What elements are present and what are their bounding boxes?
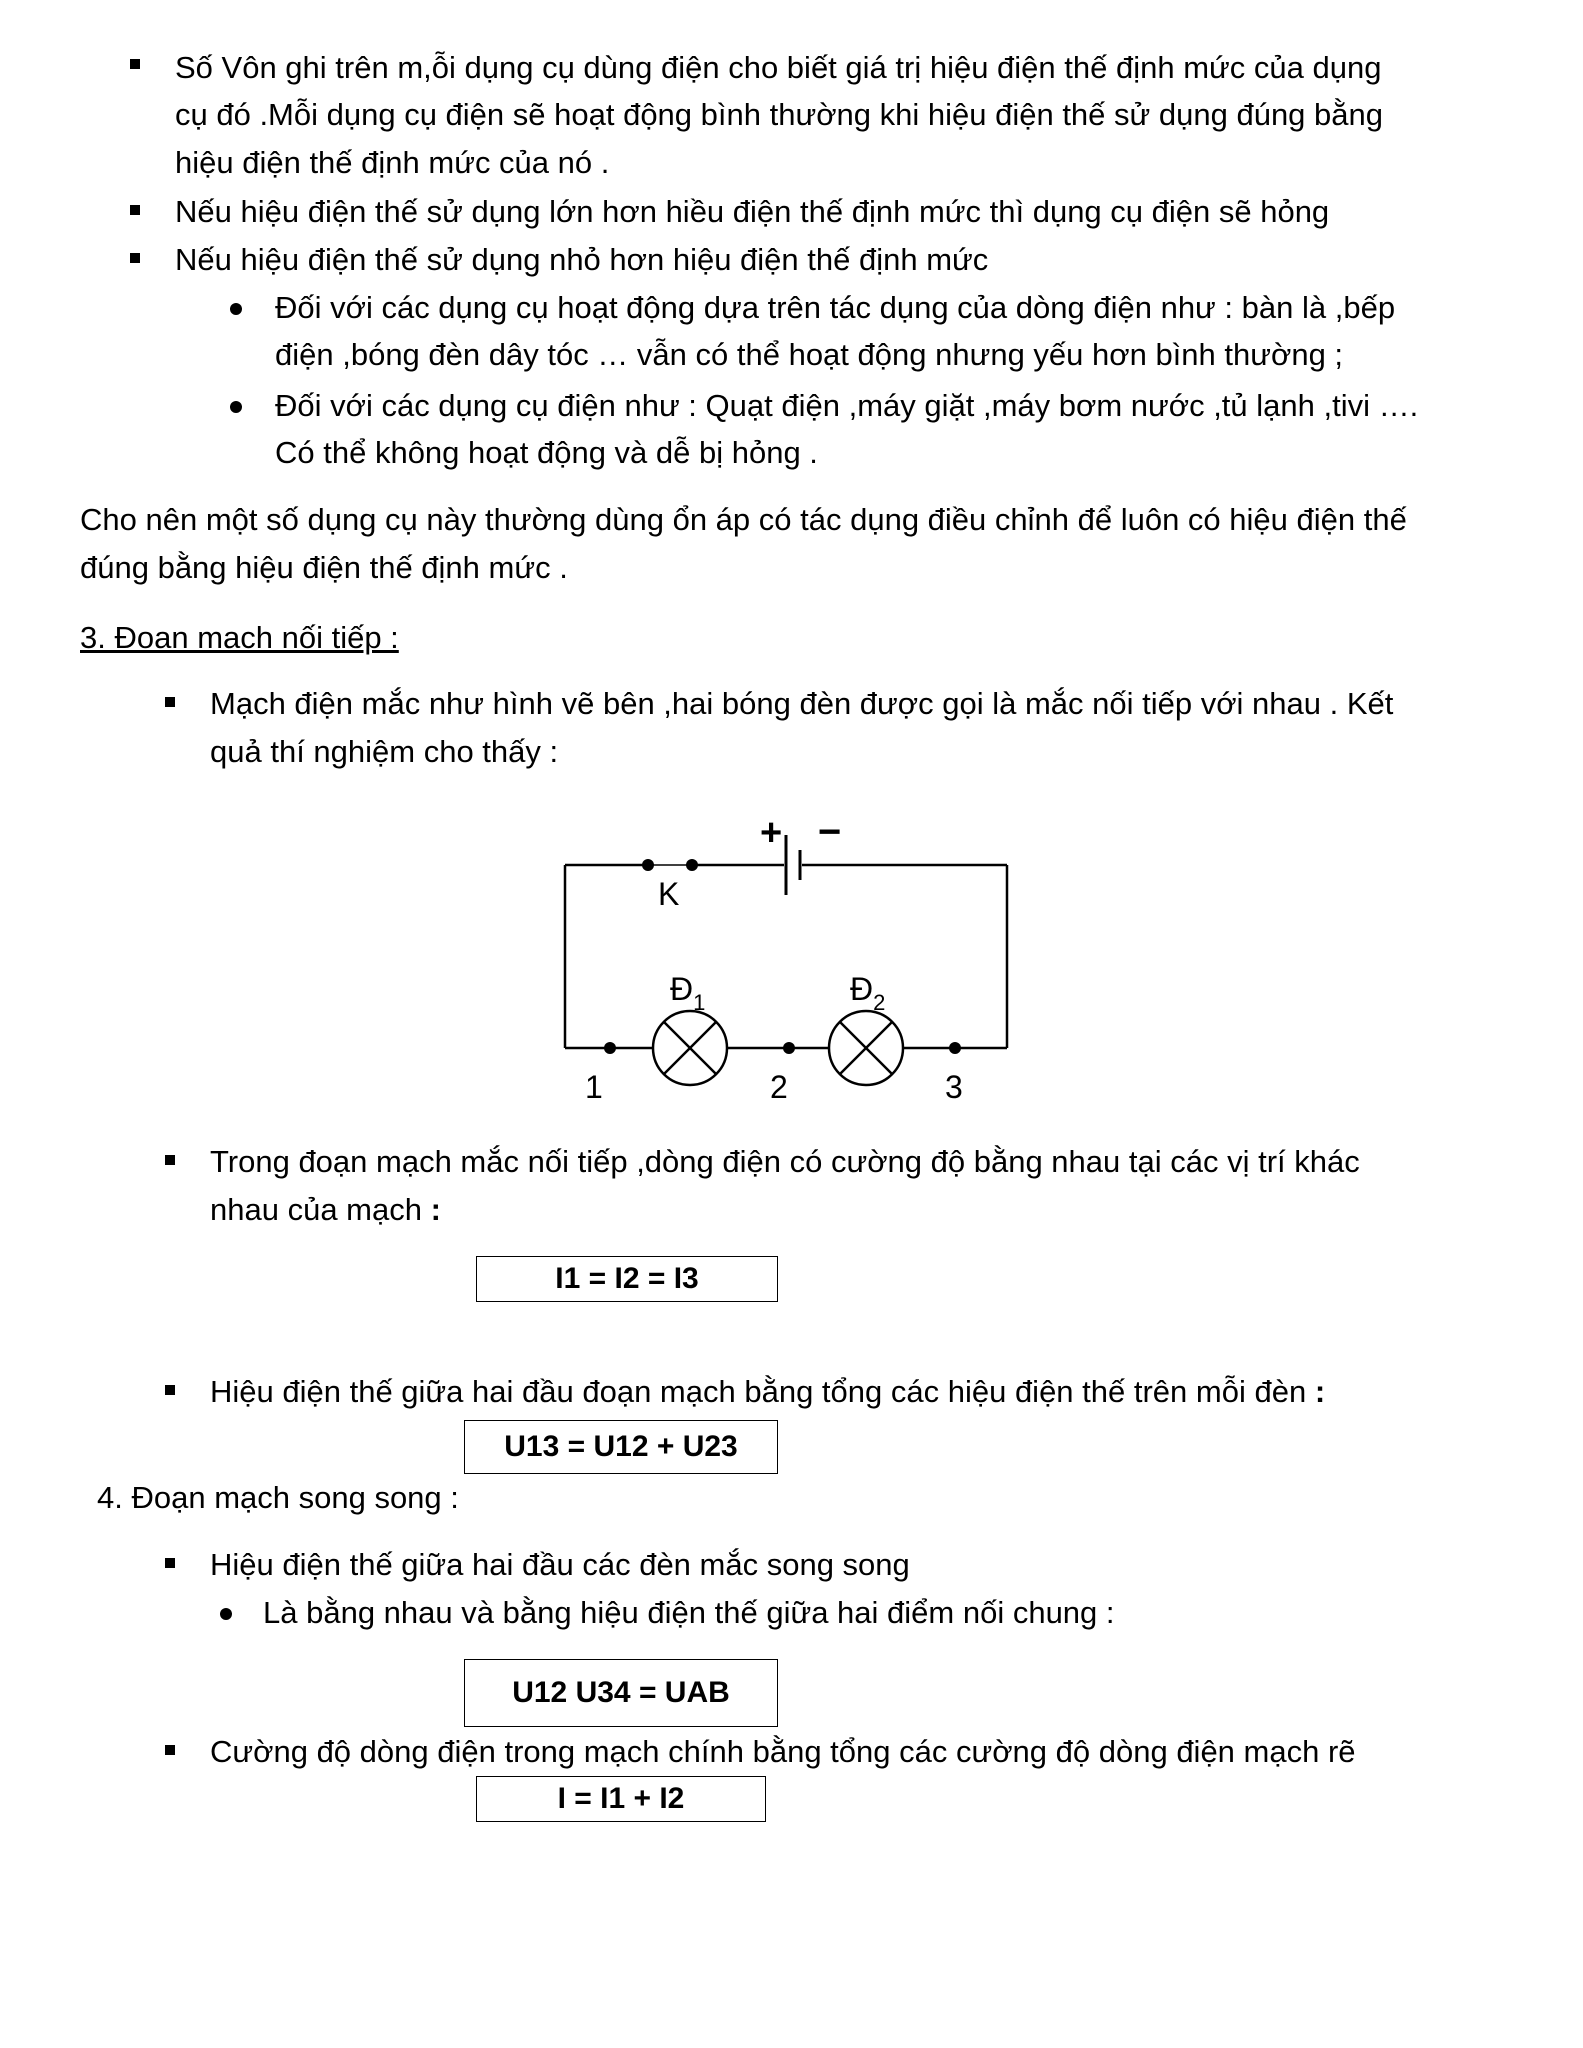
parallel-voltage-line: Hiệu điện thế giữa hai đầu các đèn mắc song song: [210, 1547, 910, 1582]
series-intro-line-2: quả thí nghiệm cho thấy :: [210, 734, 559, 769]
sub-bullet-heating-line-2: điện ,bóng đèn dây tóc … vẫn có thể hoạt động nhưng yếu hơn bình thường ;: [275, 337, 1344, 372]
switch-contact-left: [642, 859, 654, 871]
bullet-rated-line-3: hiệu điện thế định mức của nó .: [175, 145, 610, 180]
square-bullet-icon: [130, 253, 140, 263]
series-current-line-2: [210, 1190, 441, 1230]
parallel-voltage-formula: U12 U34 = UAB: [464, 1659, 778, 1727]
series-voltage-line: [210, 1372, 1325, 1412]
battery-minus-label: −: [818, 810, 842, 854]
series-heading: 3. Đoan mach nối tiếp :: [80, 620, 399, 655]
point-2-dot: [783, 1042, 795, 1054]
bullet-overvoltage: Nếu hiệu điện thế sử dụng lớn hơn hiều điện thế định mức thì dụng cụ điện sẽ hỏng: [175, 194, 1330, 229]
bullet-rated-line-2: cụ đó .Mỗi dụng cụ điện sẽ hoạt động bình thường khi hiệu điện thế sử dụng đúng bằng: [175, 97, 1384, 132]
sub-bullet-motor-line-2: Có thể không hoạt động và dễ bị hỏng .: [275, 435, 818, 470]
point-3-dot: [949, 1042, 961, 1054]
series-circuit-diagram: [540, 800, 1040, 1120]
bullet-rated-line-1: Số Vôn ghi trên m,ỗi dụng cụ dùng điện cho biết giá trị hiệu điện thế định mức của dụng: [175, 50, 1382, 85]
series-voltage-text: Hiệu điện thế giữa hai đầu đoạn mạch bằng tổng các hiệu điện thế trên mỗi đèn: [210, 1374, 1315, 1409]
conclusion-line-2: đúng bằng hiệu điện thế định mức .: [80, 550, 568, 585]
lamp-2-icon: [829, 1011, 903, 1085]
battery-plus-label: +: [760, 812, 783, 854]
lamp-1-icon: [653, 1011, 727, 1085]
square-bullet-icon: [165, 1385, 175, 1395]
series-current-line-1: Trong đoạn mạch mắc nối tiếp ,dòng điện có cường độ bằng nhau tại các vị trí khác: [210, 1144, 1360, 1179]
parallel-current-line: Cường độ dòng điện trong mạch chính bằng tổng các cường độ dòng điện mạch rẽ: [210, 1734, 1356, 1769]
square-bullet-icon: [165, 1558, 175, 1568]
series-voltage-formula: U13 = U12 + U23: [464, 1420, 778, 1474]
lamp-2-label: $Đ_2$: [850, 971, 886, 1015]
point-1-label: 1: [585, 1069, 603, 1105]
square-bullet-icon: [130, 205, 140, 215]
round-bullet-icon: [230, 401, 242, 413]
sub-bullet-motor-line-1: Đối với các dụng cụ điện như : Quạt điện ,máy giặt ,máy bơm nước ,tủ lạnh ,tivi ….: [275, 388, 1419, 423]
square-bullet-icon: [165, 697, 175, 707]
round-bullet-icon: [220, 1608, 232, 1620]
series-current-text: nhau của mạch: [210, 1192, 431, 1227]
parallel-heading: 4. Đoạn mạch song song :: [97, 1480, 459, 1515]
parallel-voltage-sub: Là bằng nhau và bằng hiệu điện thế giữa hai điểm nối chung :: [263, 1595, 1115, 1630]
switch-label: K: [658, 876, 680, 912]
bullet-undervoltage: Nếu hiệu điện thế sử dụng nhỏ hơn hiệu điện thế định mức: [175, 242, 989, 277]
point-3-label: 3: [945, 1069, 963, 1105]
square-bullet-icon: [165, 1745, 175, 1755]
series-voltage-colon: :: [1314, 1374, 1326, 1409]
square-bullet-icon: [130, 59, 140, 69]
sub-bullet-heating-line-1: Đối với các dụng cụ hoạt động dựa trên tác dụng của dòng điện như : bàn là ,bếp: [275, 290, 1396, 325]
series-intro-line-1: Mạch điện mắc như hình vẽ bên ,hai bóng đèn được gọi là mắc nối tiếp với nhau . Kết: [210, 686, 1394, 721]
point-1-dot: [604, 1042, 616, 1054]
series-current-colon: :: [430, 1192, 441, 1227]
point-2-label: 2: [770, 1069, 788, 1105]
conclusion-line-1: Cho nên một số dụng cụ này thường dùng ổn áp có tác dụng điều chỉnh để luôn có hiệu điện thế: [80, 502, 1407, 537]
square-bullet-icon: [165, 1155, 175, 1165]
parallel-current-formula: I = I1 + I2: [476, 1776, 766, 1822]
lamp-1-label: $Đ_1$: [670, 971, 706, 1015]
switch-contact-right: [686, 859, 698, 871]
round-bullet-icon: [230, 303, 242, 315]
series-current-formula: I1 = I2 = I3: [476, 1256, 778, 1302]
